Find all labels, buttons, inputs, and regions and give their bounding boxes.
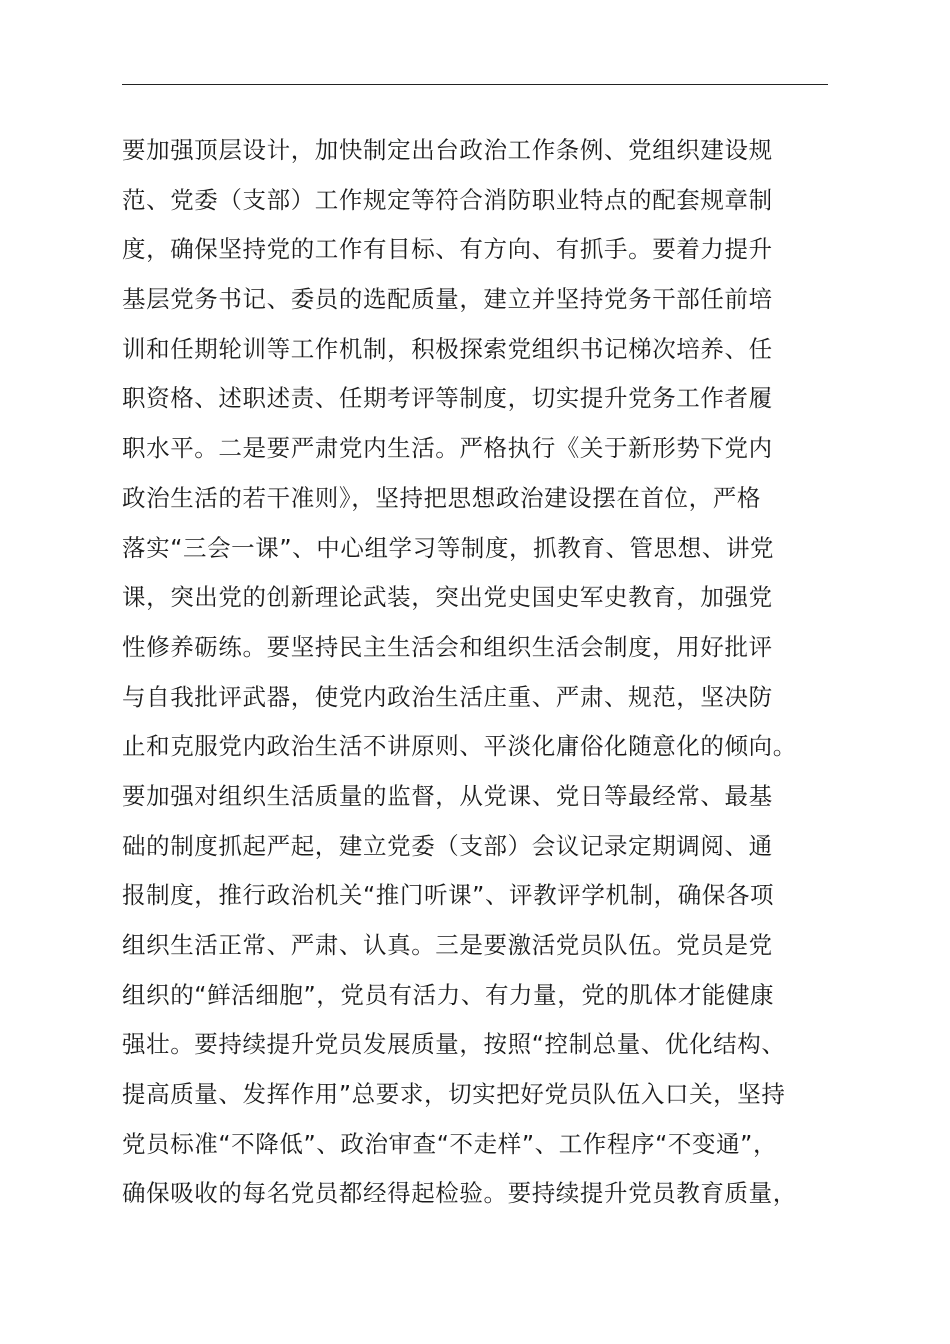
header-divider xyxy=(122,84,828,85)
text-line: 职资格、述职述责、任期考评等制度，切实提升党务工作者履 xyxy=(122,384,773,413)
text-line: 基层党务书记、委员的选配质量，建立并坚持党务干部任前培 xyxy=(122,285,773,314)
text-line: 要加强顶层设计，加快制定出台政治工作条例、党组织建设规 xyxy=(122,136,773,164)
text-line: 组织生活正常、严肃、认真。三是要激活党员队伍。党员是党 xyxy=(122,931,773,959)
body-text xyxy=(122,126,862,1219)
text-line: 报制度，推行政治机关“推门听课”、评教评学机制，确保各项 xyxy=(122,881,775,910)
text-line: 性修养砺练。要坚持民主生活会和组织生活会制度，用好批评 xyxy=(122,632,773,661)
text-line: 党员标准“不降低”、政治审查“不走样”、工作程序“不变通”， xyxy=(122,1129,778,1158)
text-line: 强壮。要持续提升党员发展质量，按照“控制总量、优化结构、 xyxy=(122,1030,786,1059)
text-line: 确保吸收的每名党员都经得起检验。要持续提升党员教育质量， xyxy=(122,1179,797,1208)
text-line: 与自我批评武器，使党内政治生活庄重、严肃、规范，坚决防 xyxy=(122,682,773,711)
text-line: 止和克服党内政治生活不讲原则、平淡化庸俗化随意化的倾向。 xyxy=(122,732,797,761)
text-line: 落实“三会一课”、中心组学习等制度，抓教育、管思想、讲党 xyxy=(122,533,775,562)
text-line: 职水平。二是要严肃党内生活。严格执行《关于新形势下党内 xyxy=(122,434,773,463)
text-line: 组织的“鲜活细胞”，党员有活力、有力量，党的肌体才能健康 xyxy=(122,980,775,1009)
text-line: 础的制度抓起严起，建立党委（支部）会议记录定期调阅、通 xyxy=(122,831,773,860)
text-line: 训和任期轮训等工作机制，积极探索党组织书记梯次培养、任 xyxy=(122,334,773,363)
text-line: 提高质量、发挥作用”总要求，切实把好党员队伍入口关，坚持 xyxy=(122,1080,786,1109)
text-line: 政治生活的若干准则》，坚持把思想政治建设摆在首位，严格 xyxy=(122,483,761,512)
text-line: 课，突出党的创新理论武装，突出党史国史军史教育，加强党 xyxy=(122,583,773,612)
text-line: 要加强对组织生活质量的监督，从党课、党日等最经常、最基 xyxy=(122,781,773,810)
text-line: 度，确保坚持党的工作有目标、有方向、有抓手。要着力提升 xyxy=(122,235,773,264)
text-line: 范、党委（支部）工作规定等符合消防职业特点的配套规章制 xyxy=(122,185,773,214)
